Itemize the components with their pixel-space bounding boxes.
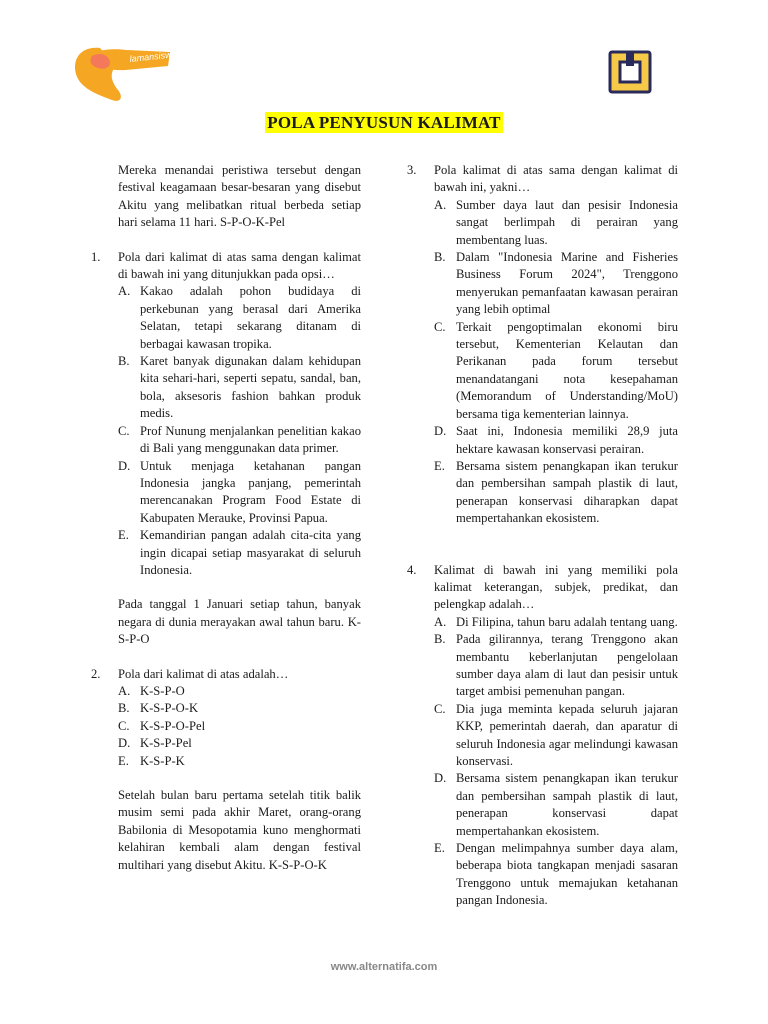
- option-a[interactable]: A. K-S-P-O: [118, 683, 185, 698]
- passage-3: Setelah bulan baru pertama setelah titik balik musim semi pada akhir Maret, orang-orang Babilonia di Mesopotamia kuno menghormati kelahiran kembali alam dengan festival multihari yang disebut Akitu. K-S-P-O-K: [118, 788, 361, 872]
- option-d[interactable]: D. Untuk menjaga ketahanan pangan Indonesia jangka panjang, pemerintah merencanakan Program Food Estate di Kabupaten Merauke, Provinsi Papua.: [118, 458, 361, 525]
- question-2: [91, 666, 361, 770]
- question-text: Pola kalimat di atas sama dengan kalimat di bawah ini, yakni…: [434, 163, 678, 195]
- option-c[interactable]: C. Dia juga meminta kepada seluruh jajaran KKP, pemerintah daerah, dan aparatur di seluruh Indonesia agar melindungi kawasan konservasi.: [434, 701, 678, 768]
- right-column: [407, 162, 678, 910]
- option-b[interactable]: B. Karet banyak digunakan dalam kehidupan kita sehari-hari, seperti sepatu, sandal, ban, bola, aksesoris fashion bahkan produk medis.: [118, 354, 361, 421]
- question-1: [91, 249, 361, 580]
- question-text: Pola dari kalimat di atas adalah…: [118, 666, 289, 681]
- left-column: [91, 162, 361, 891]
- option-a[interactable]: A. Di Filipina, tahun baru adalah tentang uang.: [434, 614, 678, 629]
- option-b[interactable]: B. K-S-P-O-K: [118, 701, 199, 716]
- option-c[interactable]: C. Prof Nunung menjalankan penelitian kakao di Bali yang menggunakan data primer.: [118, 423, 361, 456]
- question-3: [407, 162, 678, 528]
- option-c[interactable]: C. Terkait pengoptimalan ekonomi biru tersebut, Kementerian Kelautan dan Perikanan pada forum tersebut menandatangani nota kesepahaman (Memorandum of Understanding/MoU) bersama tiga kementerian lainnya.: [434, 319, 678, 421]
- option-d[interactable]: D. Saat ini, Indonesia memiliki 28,9 juta hektare kawasan konservasi perairan.: [434, 424, 678, 456]
- question-number: 2.: [91, 666, 101, 681]
- question-number: 3.: [407, 163, 417, 177]
- logo-text: lamansiswa: [129, 49, 177, 64]
- footer-url[interactable]: www.alternatifa.com: [330, 961, 438, 973]
- passage-2: Pada tanggal 1 Januari setiap tahun, banyak negara di dunia merayakan awal tahun baru. K-S-P-O: [118, 597, 361, 647]
- option-d[interactable]: D. Bersama sistem penangkapan ikan terukur dan pembersihan sampah plastik di laut, penerapan konservasi dapat mempertahankan ekosistem.: [434, 771, 678, 838]
- question-number: 4.: [407, 562, 417, 577]
- question-number: 1.: [91, 249, 101, 264]
- passage-1: Mereka menandai peristiwa tersebut dengan festival keagamaan besar-besaran yang disebut Akitu yang melibatkan ritual berbeda setiap hari selama 11 hari. S-P-O-K-Pel: [118, 163, 361, 230]
- option-c[interactable]: C. K-S-P-O-Pel: [118, 718, 206, 733]
- option-a[interactable]: A. Sumber daya laut dan pesisir Indonesia sangat berlimpah di perairan yang membentang luas.: [434, 197, 678, 247]
- brand-box-icon: [608, 50, 652, 94]
- question-text: Pola dari kalimat di atas sama dengan kalimat di bawah ini yang ditunjukkan pada opsi…: [118, 249, 361, 282]
- option-a[interactable]: A. Kakao adalah pohon budidaya di perkebunan yang berasal dari Amerika Selatan, tetapi sekarang ditanam di berbagai kawasan tropika.: [118, 284, 361, 351]
- option-e[interactable]: E. Dengan melimpahnya sumber daya alam, beberapa biota tangkapan menjadi sasaran Trenggono untuk memajukan ketahanan pangan Indonesia.: [434, 841, 678, 908]
- option-d[interactable]: D. K-S-P-Pel: [118, 736, 192, 751]
- page-title: POLA PENYUSUN KALIMAT: [267, 113, 501, 132]
- question-text: Kalimat di bawah ini yang memiliki pola kalimat keterangan, subjek, predikat, dan pelengkap adalah…: [434, 562, 678, 612]
- option-e[interactable]: E. K-S-P-K: [118, 753, 185, 768]
- option-b[interactable]: B. Dalam "Indonesia Marine and Fisheries Business Forum 2024", Trenggono menyerukan pemanfaatan kawasan perairan yang lebih optimal: [434, 250, 678, 317]
- question-4: [407, 562, 678, 910]
- option-b[interactable]: B. Pada gilirannya, terang Trenggono akan membantu keberlanjutan pengelolaan sumber daya alam di laut dan pesisir untuk target ambisi pemenuhan pangan.: [434, 632, 678, 699]
- option-e[interactable]: E. Bersama sistem penangkapan ikan terukur dan pembersihan sampah plastik di laut, penerapan konservasi diharapkan dapat mempertahankan ekosistem.: [434, 458, 678, 526]
- lamansiswa-logo: [70, 38, 180, 104]
- option-e[interactable]: E. Kemandirian pangan adalah cita-cita yang ingin dicapai setiap masyarakat di seluruh Indonesia.: [118, 528, 361, 577]
